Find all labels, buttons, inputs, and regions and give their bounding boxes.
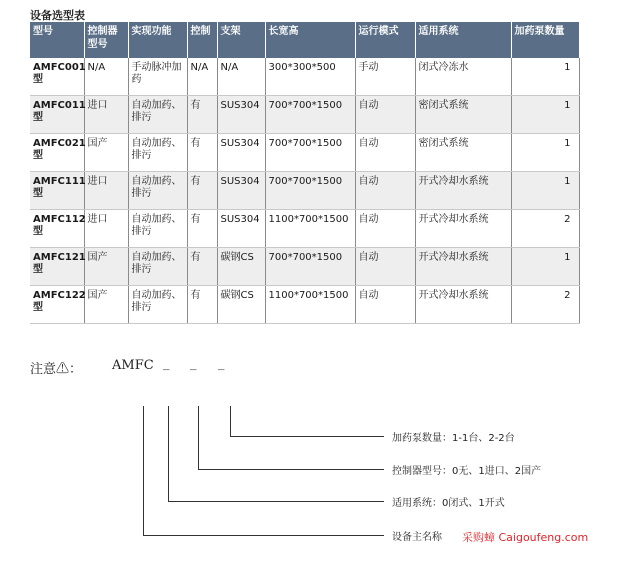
header-system: 适用系统 <box>415 22 511 58</box>
cell-run-mode: 自动 <box>355 134 415 172</box>
cell-pump-count: 2 <box>511 210 579 248</box>
cell-bracket: SUS304 <box>217 172 265 210</box>
leader-line-pump <box>231 406 385 437</box>
header-run-mode: 运行模式 <box>355 22 415 58</box>
cell-pump-count: 1 <box>511 172 579 210</box>
cell-pump-count: 1 <box>511 134 579 172</box>
note-label: 注意⚠： <box>30 362 83 377</box>
cell-function: 自动加药、排污 <box>128 248 187 286</box>
cell-model: AMFC122型 <box>30 286 84 324</box>
cell-run-mode: 手动 <box>355 58 415 96</box>
legend-pump-count: 加药泵数量：1-1台、2-2台 <box>392 433 515 444</box>
header-dimensions: 长宽高 <box>265 22 355 58</box>
cell-bracket: SUS304 <box>217 210 265 248</box>
cell-control: 有 <box>187 210 217 248</box>
cell-function: 自动加药、排污 <box>128 96 187 134</box>
cell-bracket: SUS304 <box>217 96 265 134</box>
code-slot-pump: _ <box>218 356 225 371</box>
model-code-prefix: AMFC <box>112 358 154 373</box>
cell-controller: 进口 <box>84 172 128 210</box>
cell-system: 密闭式系统 <box>415 134 511 172</box>
cell-model: AMFC011型 <box>30 96 84 134</box>
cell-system: 开式冷却水系统 <box>415 286 511 324</box>
cell-system: 开式冷却水系统 <box>415 172 511 210</box>
cell-system: 闭式冷冻水 <box>415 58 511 96</box>
legend-system: 适用系统：0闭式、1开式 <box>392 498 505 509</box>
cell-dimensions: 1100*700*1500 <box>265 286 355 324</box>
cell-controller: N/A <box>84 58 128 96</box>
cell-dimensions: 700*700*1500 <box>265 134 355 172</box>
cell-pump-count: 2 <box>511 286 579 324</box>
cell-function: 自动加药、排污 <box>128 210 187 248</box>
cell-system: 开式冷却水系统 <box>415 210 511 248</box>
cell-system: 开式冷却水系统 <box>415 248 511 286</box>
header-model: 型号 <box>30 22 84 58</box>
cell-pump-count: 1 <box>511 96 579 134</box>
cell-model: AMFC121型 <box>30 248 84 286</box>
cell-model: AMFC021型 <box>30 134 84 172</box>
cell-run-mode: 自动 <box>355 210 415 248</box>
header-controller-model: 控制器型号 <box>84 22 128 58</box>
cell-model: AMFC112型 <box>30 210 84 248</box>
cell-control: 有 <box>187 96 217 134</box>
code-slot-system: _ <box>163 356 170 371</box>
code-slot-controller: _ <box>190 356 197 371</box>
cell-dimensions: 700*700*1500 <box>265 248 355 286</box>
cell-controller: 进口 <box>84 210 128 248</box>
cell-controller: 国产 <box>84 286 128 324</box>
cell-control: N/A <box>187 58 217 96</box>
cell-model: AMFC001型 <box>30 58 84 96</box>
cell-dimensions: 300*300*500 <box>265 58 355 96</box>
header-bracket: 支架 <box>217 22 265 58</box>
cell-controller: 国产 <box>84 248 128 286</box>
cell-bracket: SUS304 <box>217 134 265 172</box>
cell-run-mode: 自动 <box>355 96 415 134</box>
cell-control: 有 <box>187 248 217 286</box>
cell-bracket: N/A <box>217 58 265 96</box>
cell-pump-count: 1 <box>511 58 579 96</box>
cell-controller: 国产 <box>84 134 128 172</box>
header-control: 控制 <box>187 22 217 58</box>
cell-function: 自动加药、排污 <box>128 286 187 324</box>
cell-control: 有 <box>187 172 217 210</box>
table-caption: 设备选型表 <box>30 9 85 22</box>
leader-line-controller <box>199 406 385 470</box>
cell-system: 密闭式系统 <box>415 96 511 134</box>
header-function: 实现功能 <box>128 22 187 58</box>
cell-model: AMFC111型 <box>30 172 84 210</box>
cell-control: 有 <box>187 134 217 172</box>
cell-control: 有 <box>187 286 217 324</box>
cell-run-mode: 自动 <box>355 286 415 324</box>
cell-dimensions: 700*700*1500 <box>265 96 355 134</box>
cell-run-mode: 自动 <box>355 172 415 210</box>
leader-line-main-name <box>144 406 385 536</box>
cell-function: 手动脉冲加药 <box>128 58 187 96</box>
header-pump-count: 加药泵数量 <box>511 22 579 58</box>
cell-function: 自动加药、排污 <box>128 134 187 172</box>
legend-main-name: 设备主名称 <box>392 532 442 543</box>
cell-controller: 进口 <box>84 96 128 134</box>
cell-dimensions: 700*700*1500 <box>265 172 355 210</box>
leader-line-system <box>169 406 385 502</box>
legend-controller-model: 控制器型号：0无、1进口、2国产 <box>392 466 542 477</box>
cell-run-mode: 自动 <box>355 248 415 286</box>
cell-dimensions: 1100*700*1500 <box>265 210 355 248</box>
watermark: 采购蟑 Caigoufeng.com <box>462 531 589 544</box>
cell-bracket: 碳钢CS <box>217 286 265 324</box>
cell-function: 自动加药、排污 <box>128 172 187 210</box>
cell-bracket: 碳钢CS <box>217 248 265 286</box>
cell-pump-count: 1 <box>511 248 579 286</box>
